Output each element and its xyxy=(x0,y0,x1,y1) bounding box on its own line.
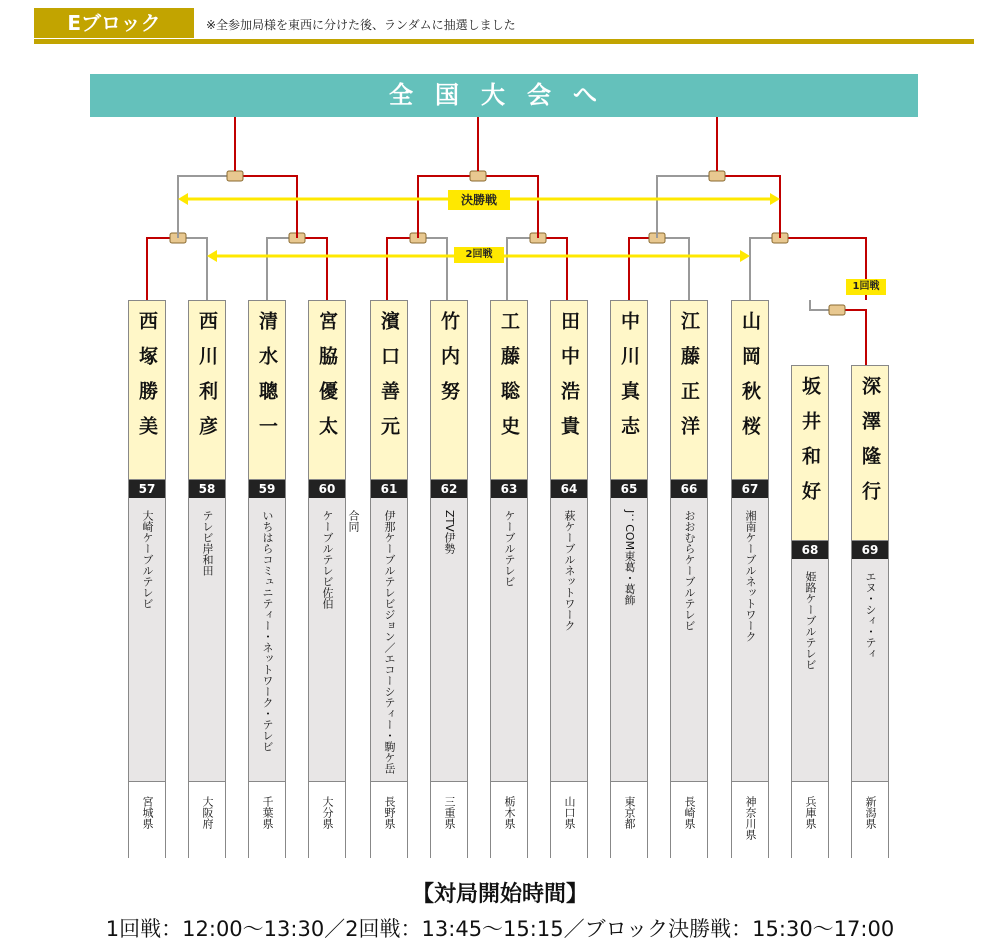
team-name: テレビ岸和田 xyxy=(201,510,214,576)
team-box xyxy=(309,498,345,781)
team-name: ZTV伊勢 xyxy=(443,510,456,554)
player-card xyxy=(308,300,346,858)
team-box xyxy=(671,498,707,781)
bracket-line xyxy=(418,238,447,300)
player-number: 58 xyxy=(189,480,225,498)
bracket-line xyxy=(178,238,207,300)
player-name: 清水聰一 xyxy=(256,311,278,451)
prefecture-box xyxy=(611,781,647,858)
team-name: 湘南ケーブルネットワーク xyxy=(744,510,757,642)
prefecture-box xyxy=(792,781,828,858)
prefecture-box xyxy=(249,781,285,858)
block-label: Eブロック xyxy=(34,8,194,38)
player-name-box xyxy=(852,366,888,541)
player-name: 深澤隆行 xyxy=(859,376,881,516)
schedule-title: 【対局開始時間】 xyxy=(411,882,588,907)
bracket-line xyxy=(507,238,538,300)
bracket-line xyxy=(629,238,657,300)
prefecture: 東京都 xyxy=(623,796,636,829)
player-name: 中川真志 xyxy=(618,311,640,451)
bracket-line xyxy=(235,176,297,238)
team-box xyxy=(347,498,407,781)
team-box xyxy=(792,559,828,781)
team-box xyxy=(249,498,285,781)
player-name: 田中浩貴 xyxy=(558,311,580,451)
team-box xyxy=(732,498,768,781)
player-name: 江藤正洋 xyxy=(678,311,700,451)
player-card xyxy=(550,300,588,858)
team-box xyxy=(129,498,165,781)
team-name: おおむらケーブルテレビ xyxy=(683,510,696,631)
player-name-box xyxy=(371,301,407,480)
player-name-box xyxy=(309,301,345,480)
prefecture-box xyxy=(129,781,165,858)
bracket-line xyxy=(387,238,418,300)
prefecture-box xyxy=(431,781,467,858)
player-number: 63 xyxy=(491,480,527,498)
player-card xyxy=(490,300,528,858)
match-node xyxy=(470,171,486,181)
team-box xyxy=(551,498,587,781)
player-name-box xyxy=(611,301,647,480)
prefecture: 新潟県 xyxy=(864,796,877,829)
team-box xyxy=(491,498,527,781)
prefecture-box xyxy=(551,781,587,858)
team-box xyxy=(431,498,467,781)
prefecture: 長野県 xyxy=(383,796,396,829)
prefecture: 千葉県 xyxy=(261,796,274,829)
player-card xyxy=(347,300,408,858)
team-name: いちはらコミュニティー・ネットワーク・テレビ xyxy=(261,510,274,752)
match-node xyxy=(709,171,725,181)
player-card xyxy=(430,300,468,858)
prefecture-box xyxy=(371,781,407,858)
player-name: 西塚勝美 xyxy=(136,311,158,451)
player-number: 68 xyxy=(792,541,828,559)
player-name: 工藤聡史 xyxy=(498,311,520,451)
player-name-box xyxy=(671,301,707,480)
team-box xyxy=(852,559,888,781)
player-name: 山岡秋桜 xyxy=(739,311,761,451)
player-name: 竹内努 xyxy=(438,311,460,416)
team-name: J：COM東葛・葛飾 xyxy=(623,510,636,606)
prefecture: 宮城県 xyxy=(141,796,154,829)
bracket-line xyxy=(297,238,327,300)
player-card xyxy=(610,300,648,858)
player-card xyxy=(791,365,829,858)
player-number: 61 xyxy=(371,480,407,498)
bracket-line xyxy=(750,238,780,300)
player-card xyxy=(670,300,708,858)
team-name: 大崎ケーブルテレビ xyxy=(141,510,154,609)
player-number: 69 xyxy=(852,541,888,559)
player-name-box xyxy=(491,301,527,480)
bracket-line xyxy=(267,238,297,300)
bracket-line xyxy=(717,176,780,238)
final-round-label: 決勝戦 xyxy=(448,190,510,210)
player-name-box xyxy=(249,301,285,480)
player-number: 62 xyxy=(431,480,467,498)
player-name-box xyxy=(129,301,165,480)
player-name: 西川利彦 xyxy=(196,311,218,451)
prefecture: 兵庫県 xyxy=(804,796,817,829)
player-number: 67 xyxy=(732,480,768,498)
team-name: エヌ・シィ・ティ xyxy=(864,571,877,659)
second-round-label: 2回戦 xyxy=(454,247,504,263)
player-number: 65 xyxy=(611,480,647,498)
player-name: 坂井和好 xyxy=(799,376,821,516)
schedule-times: 1回戦：12:00～13:30／2回戦：13:45～15:15／ブロック決勝戦：15:30～17:00 xyxy=(105,917,895,941)
team-name: 伊那ケーブルテレビジョン／エコーシティー・駒ケ岳合同 xyxy=(347,510,396,774)
match-node xyxy=(829,305,845,315)
bracket-line xyxy=(178,176,235,238)
prefecture: 山口県 xyxy=(563,796,576,829)
team-name: ケーブルテレビ佐伯 xyxy=(321,510,334,609)
player-card xyxy=(188,300,226,858)
prefecture: 大分県 xyxy=(321,796,334,829)
prefecture: 大阪府 xyxy=(201,796,214,829)
prefecture-box xyxy=(852,781,888,858)
player-number: 64 xyxy=(551,480,587,498)
team-box xyxy=(611,498,647,781)
prefecture-box xyxy=(309,781,345,858)
prefecture: 神奈川県 xyxy=(744,796,757,840)
player-name-box xyxy=(431,301,467,480)
bracket-line xyxy=(147,238,178,300)
team-box xyxy=(189,498,225,781)
player-name-box xyxy=(189,301,225,480)
player-card xyxy=(731,300,769,858)
player-number: 57 xyxy=(129,480,165,498)
player-name-box xyxy=(732,301,768,480)
player-name: 宮脇優太 xyxy=(316,311,338,451)
match-node xyxy=(227,171,243,181)
prefecture: 栃木県 xyxy=(503,796,516,829)
prefecture: 長崎県 xyxy=(683,796,696,829)
team-name: 姫路ケーブルテレビ xyxy=(804,571,817,670)
prefecture-box xyxy=(671,781,707,858)
player-name-box xyxy=(551,301,587,480)
player-number: 66 xyxy=(671,480,707,498)
player-name: 濱口善元 xyxy=(378,311,400,451)
lottery-note: ※全参加局様を東西に分けた後、ランダムに抽選しました xyxy=(206,18,516,32)
player-card xyxy=(851,365,889,858)
team-name: ケーブルテレビ xyxy=(503,510,516,587)
prefecture-box xyxy=(491,781,527,858)
first-round-label: 1回戦 xyxy=(846,279,886,295)
bracket-line xyxy=(835,310,866,365)
team-name: 萩ケーブルネットワーク xyxy=(563,510,576,631)
bracket-line xyxy=(538,238,567,300)
bracket-line xyxy=(657,238,689,300)
prefecture: 三重県 xyxy=(443,796,456,829)
player-card xyxy=(128,300,166,858)
player-name-box xyxy=(792,366,828,541)
bracket-line xyxy=(657,176,717,238)
player-card xyxy=(248,300,286,858)
prefecture-box xyxy=(732,781,768,858)
prefecture-box xyxy=(189,781,225,858)
player-number: 59 xyxy=(249,480,285,498)
national-tournament-banner: 全国大会へ xyxy=(90,74,918,117)
player-number: 60 xyxy=(309,480,345,498)
